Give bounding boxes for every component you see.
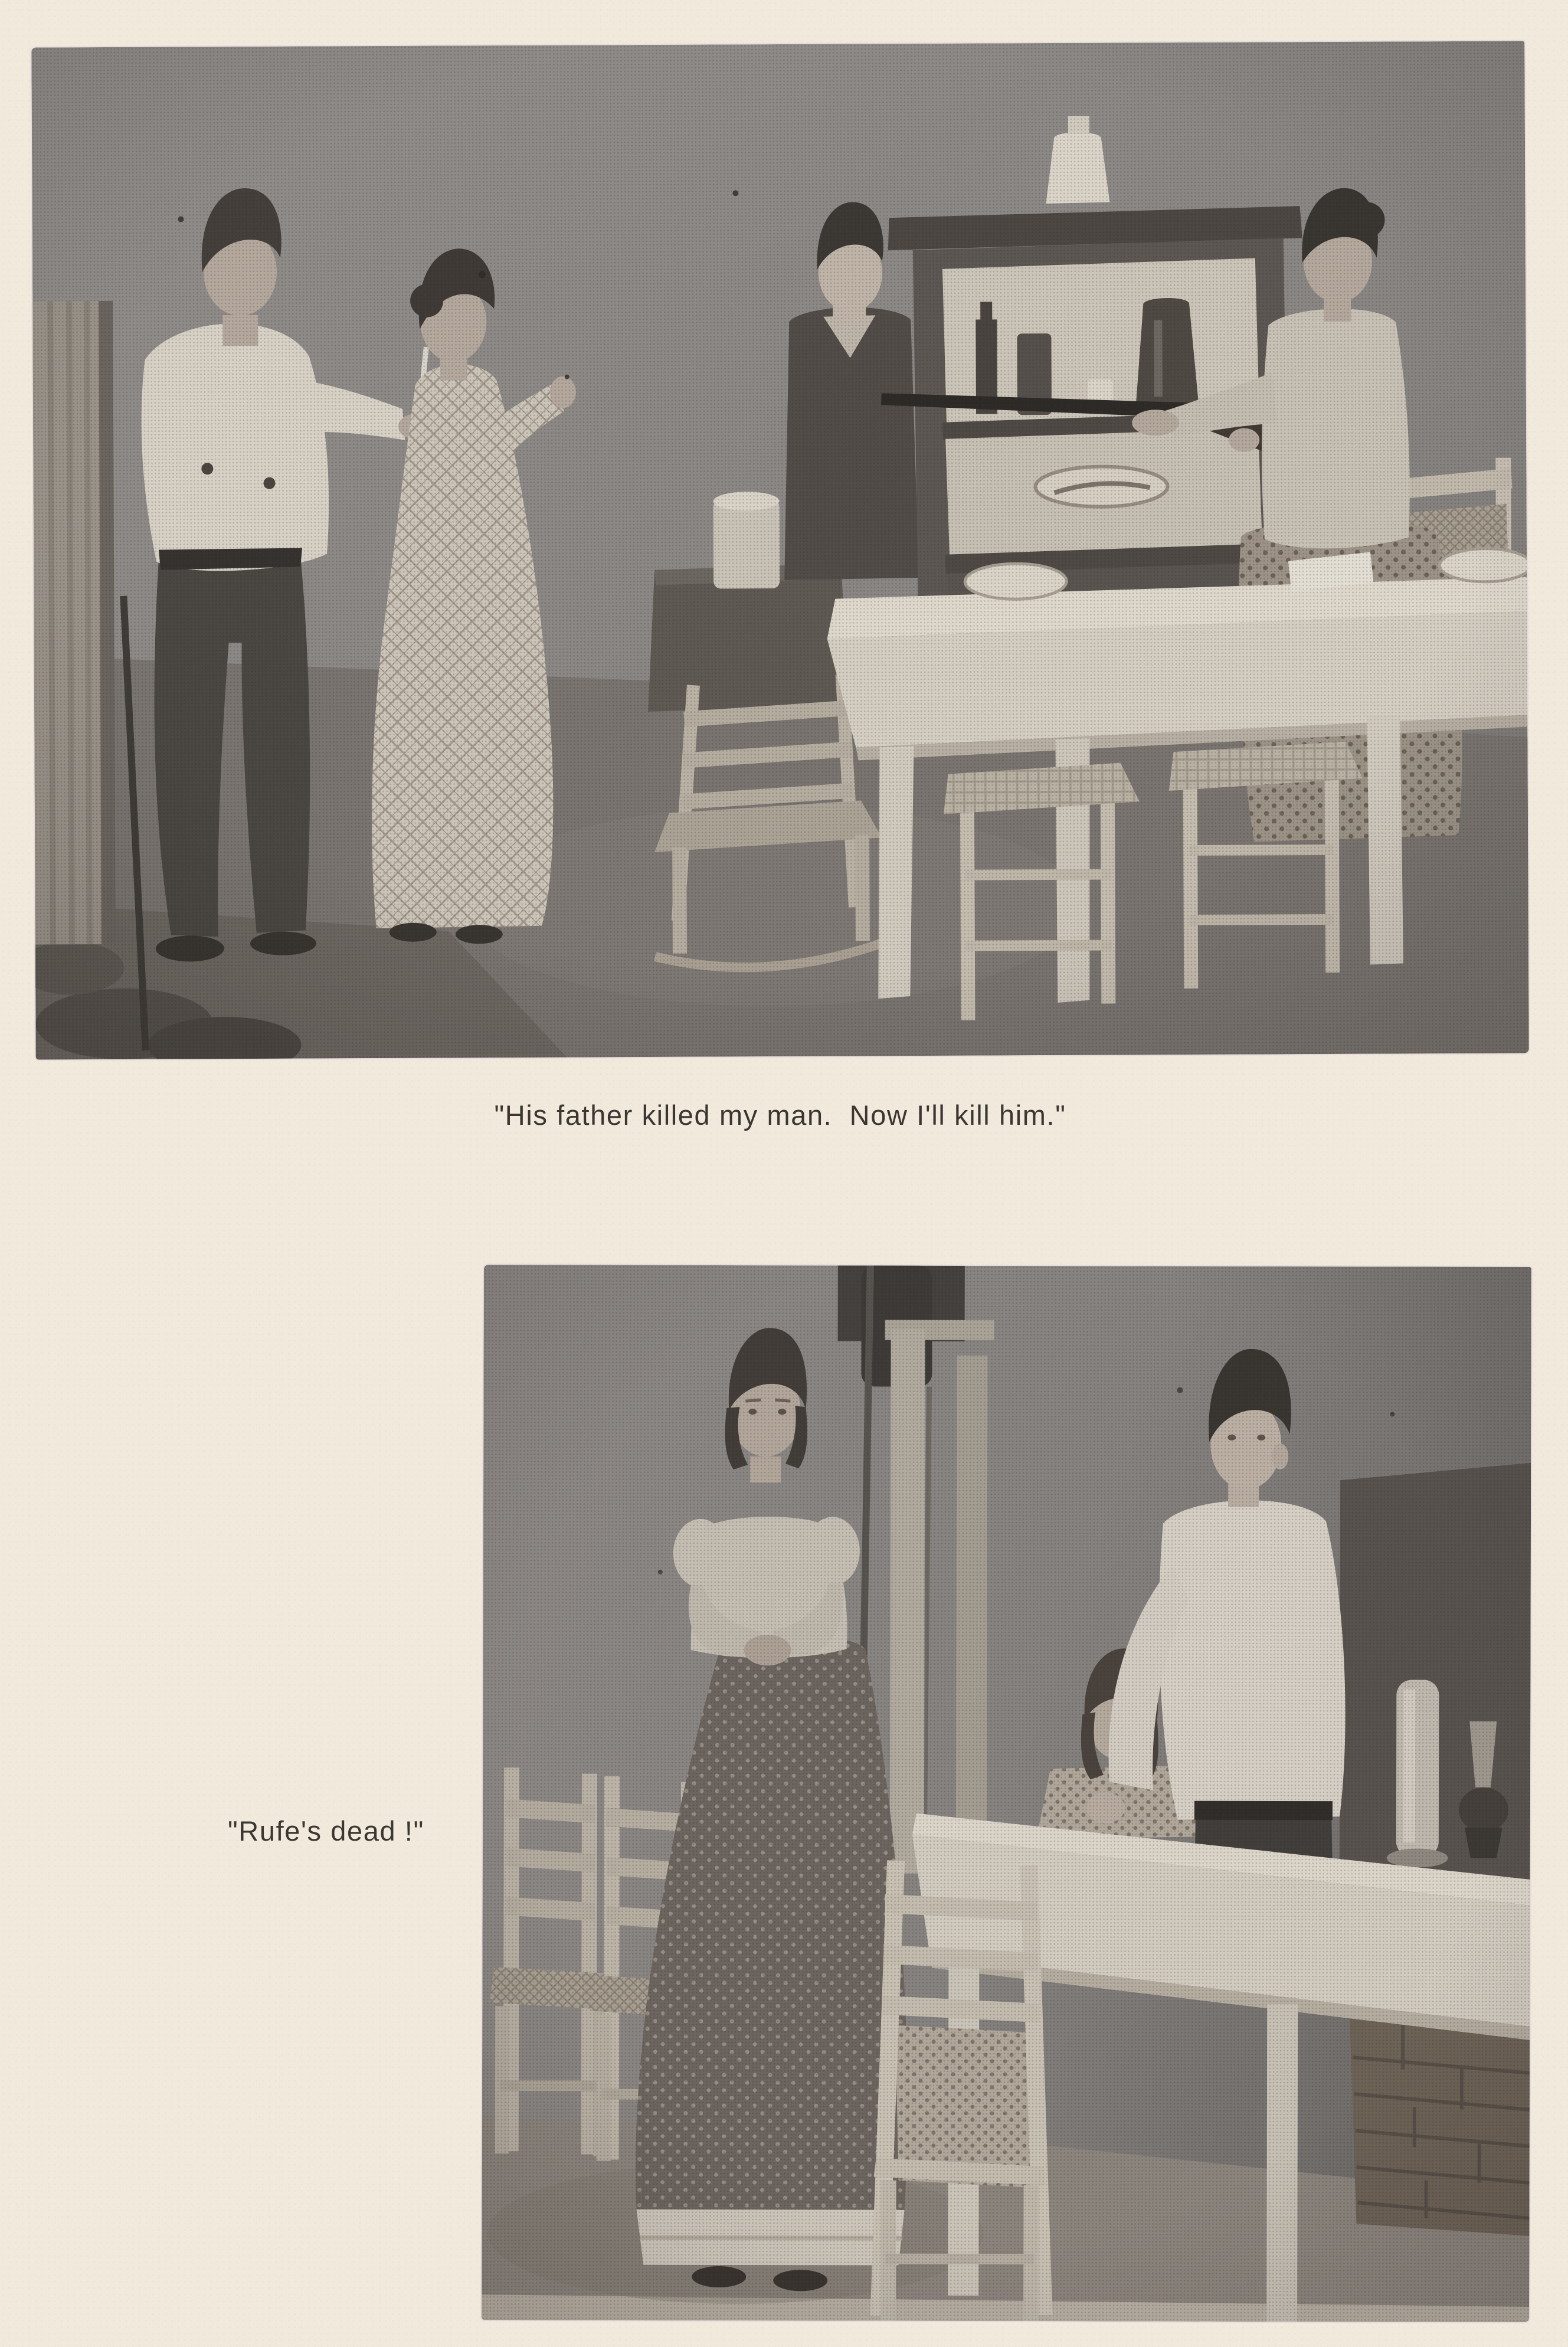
- production-photo-2: [482, 1265, 1531, 2322]
- photo-1-caption: "His father killed my man. Now I'll kill him.": [494, 1099, 1066, 1131]
- production-photo-1: [31, 41, 1528, 1059]
- stage-scene-rifle: [31, 41, 1528, 1059]
- stage-scene-grief: [482, 1265, 1531, 2322]
- photo-2-caption: "Rufe's dead !": [228, 1815, 424, 1847]
